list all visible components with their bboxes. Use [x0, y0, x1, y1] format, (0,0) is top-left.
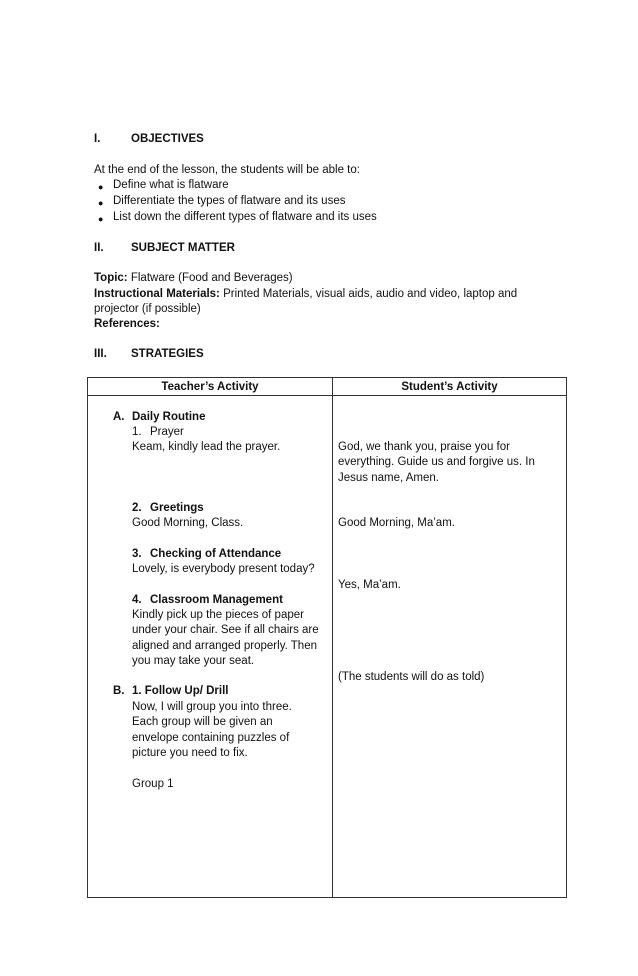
section-b-marker: B.	[113, 685, 125, 697]
materials-value-cont: projector (if possible)	[94, 303, 201, 315]
header-teacher: Teacher’s Activity	[161, 381, 259, 393]
topic-line	[94, 271, 293, 286]
table-column-divider	[332, 378, 333, 897]
objectives-numeral: I.	[94, 133, 101, 145]
student-greeting: Good Morning, Ma’am.	[338, 517, 455, 529]
greetings-title: Greetings	[150, 502, 204, 514]
subject-heading: SUBJECT MATTER	[131, 242, 235, 254]
strategies-numeral: III.	[94, 348, 107, 360]
follow-up-text: Now, I will group you into three.	[132, 701, 292, 713]
classroom-title: Classroom Management	[150, 594, 283, 606]
bullet-icon: ●	[98, 198, 104, 208]
student-prayer: everything. Guide us and forgive us. In	[338, 456, 535, 468]
objectives-heading: OBJECTIVES	[131, 133, 204, 145]
classroom-text: under your chair. See if all chairs are	[132, 624, 319, 636]
follow-up-text: Each group will be given an	[132, 716, 273, 728]
objectives-intro: At the end of the lesson, the students will be able to:	[94, 164, 360, 176]
materials-value: Printed Materials, visual aids, audio and video, laptop and	[219, 288, 518, 300]
prayer-text: Keam, kindly lead the prayer.	[132, 441, 281, 453]
classroom-text: Kindly pick up the pieces of paper	[132, 609, 304, 621]
classroom-number: 4.	[132, 594, 142, 606]
classroom-text: aligned and arranged properly. Then	[132, 640, 317, 652]
attendance-text: Lovely, is everybody present today?	[132, 563, 315, 575]
attendance-number: 3.	[132, 548, 142, 560]
materials-line	[94, 287, 517, 302]
student-prayer: Jesus name, Amen.	[338, 472, 439, 484]
topic-label: Topic:	[94, 272, 128, 284]
objective-item: Differentiate the types of flatware and its uses	[113, 195, 346, 207]
prayer-title: Prayer	[150, 426, 184, 438]
follow-up-text: picture you need to fix.	[132, 747, 248, 759]
follow-up-text: envelope containing puzzles of	[132, 732, 290, 744]
table-header-divider	[88, 395, 566, 396]
header-student: Student’s Activity	[401, 381, 498, 393]
references-label: References:	[94, 318, 160, 330]
student-classroom: (The students will do as told)	[338, 671, 485, 683]
follow-up-title: 1. Follow Up/ Drill	[132, 685, 229, 697]
objective-item: List down the different types of flatware and its uses	[113, 211, 377, 223]
materials-label: Instructional Materials:	[94, 288, 220, 300]
bullet-icon: ●	[98, 182, 104, 192]
classroom-text: you may take your seat.	[132, 655, 255, 667]
group-label: Group 1	[132, 778, 174, 790]
daily-routine-title: Daily Routine	[132, 411, 206, 423]
strategies-heading: STRATEGIES	[131, 348, 204, 360]
greetings-text: Good Morning, Class.	[132, 517, 244, 529]
section-a-marker: A.	[113, 411, 125, 423]
prayer-number: 1.	[132, 426, 142, 438]
objective-item: Define what is flatware	[113, 179, 229, 191]
topic-value: Flatware (Food and Beverages)	[127, 272, 293, 284]
subject-numeral: II.	[94, 242, 104, 254]
student-attendance: Yes, Ma’am.	[338, 579, 401, 591]
attendance-title: Checking of Attendance	[150, 548, 282, 560]
greetings-number: 2.	[132, 502, 142, 514]
student-prayer: God, we thank you, praise you for	[338, 441, 510, 453]
bullet-icon: ●	[98, 214, 104, 224]
